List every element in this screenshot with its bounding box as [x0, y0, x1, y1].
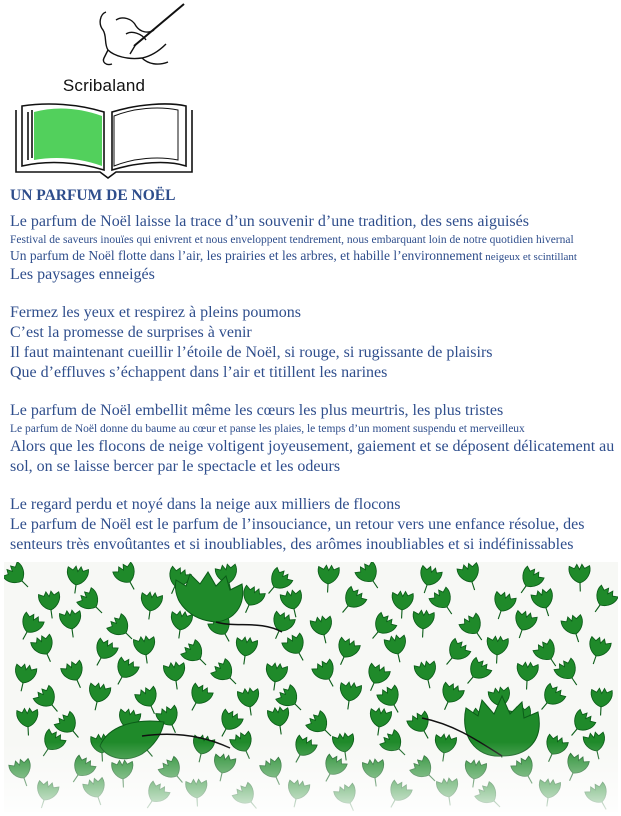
- stanza: [10, 401, 616, 477]
- poem-line: Il faut maintenant cueillir l’étoile de Noël, si rouge, si rugissante de plaisirs: [10, 344, 493, 361]
- brand-name: Scribaland: [62, 76, 146, 95]
- ginkgo-leaves-illustration: [4, 562, 618, 812]
- stanza: [10, 303, 616, 383]
- poem-line: Fermez les yeux et respirez à pleins poumons: [10, 304, 302, 321]
- poem-line: Le parfum de Noël est le parfum de l’insouciance, un retour vers une enfance résolue, des senteurs très envoûtantes et si inoubliables, des arômes inoubliables et si indéfinissables: [10, 516, 585, 553]
- poem-body: [10, 212, 616, 573]
- poem-line: Le parfum de Noël donne du baume au cœur et panse les plaies, le temps d’un moment suspendu et merveilleux: [10, 423, 525, 435]
- poem-line: Le regard perdu et noyé dans la neige aux milliers de flocons: [10, 496, 401, 513]
- stanza: [10, 495, 616, 555]
- poem-line: Alors que les flocons de neige voltigent joyeusement, gaiement et se déposent délicatement au sol, on se laisse bercer par le spectacle et les odeurs: [10, 438, 615, 475]
- stanza: [10, 212, 616, 285]
- poem-line: Le parfum de Noël embellit même les cœurs les plus meurtris, les plus tristes: [10, 402, 504, 419]
- poem-line: Festival de saveurs inouïes qui enivrent et nous enveloppent tendrement, nous embarquant loin de notre quotidien hivernal: [10, 234, 574, 246]
- poem-line: Que d’effluves s’échappent dans l’air et titillent les narines: [10, 364, 388, 381]
- poem-line: [10, 248, 616, 265]
- scribaland-logo: [8, 0, 198, 180]
- poem-line: C’est la promesse de surprises à venir: [10, 324, 252, 341]
- poem-line: Le parfum de Noël laisse la trace d’un souvenir d’une tradition, des sens aiguisés: [10, 213, 529, 230]
- poem-title: UN PARFUM DE NOËL: [10, 187, 176, 204]
- ginkgo-pattern-svg: [4, 562, 618, 812]
- poem-line-main: Un parfum de Noël flotte dans l’air, les prairies et les arbres, et habille l’environnement: [10, 248, 483, 263]
- poem-line: Les paysages enneigés: [10, 266, 155, 283]
- poem-line-tail: neigeux et scintillant: [482, 251, 577, 263]
